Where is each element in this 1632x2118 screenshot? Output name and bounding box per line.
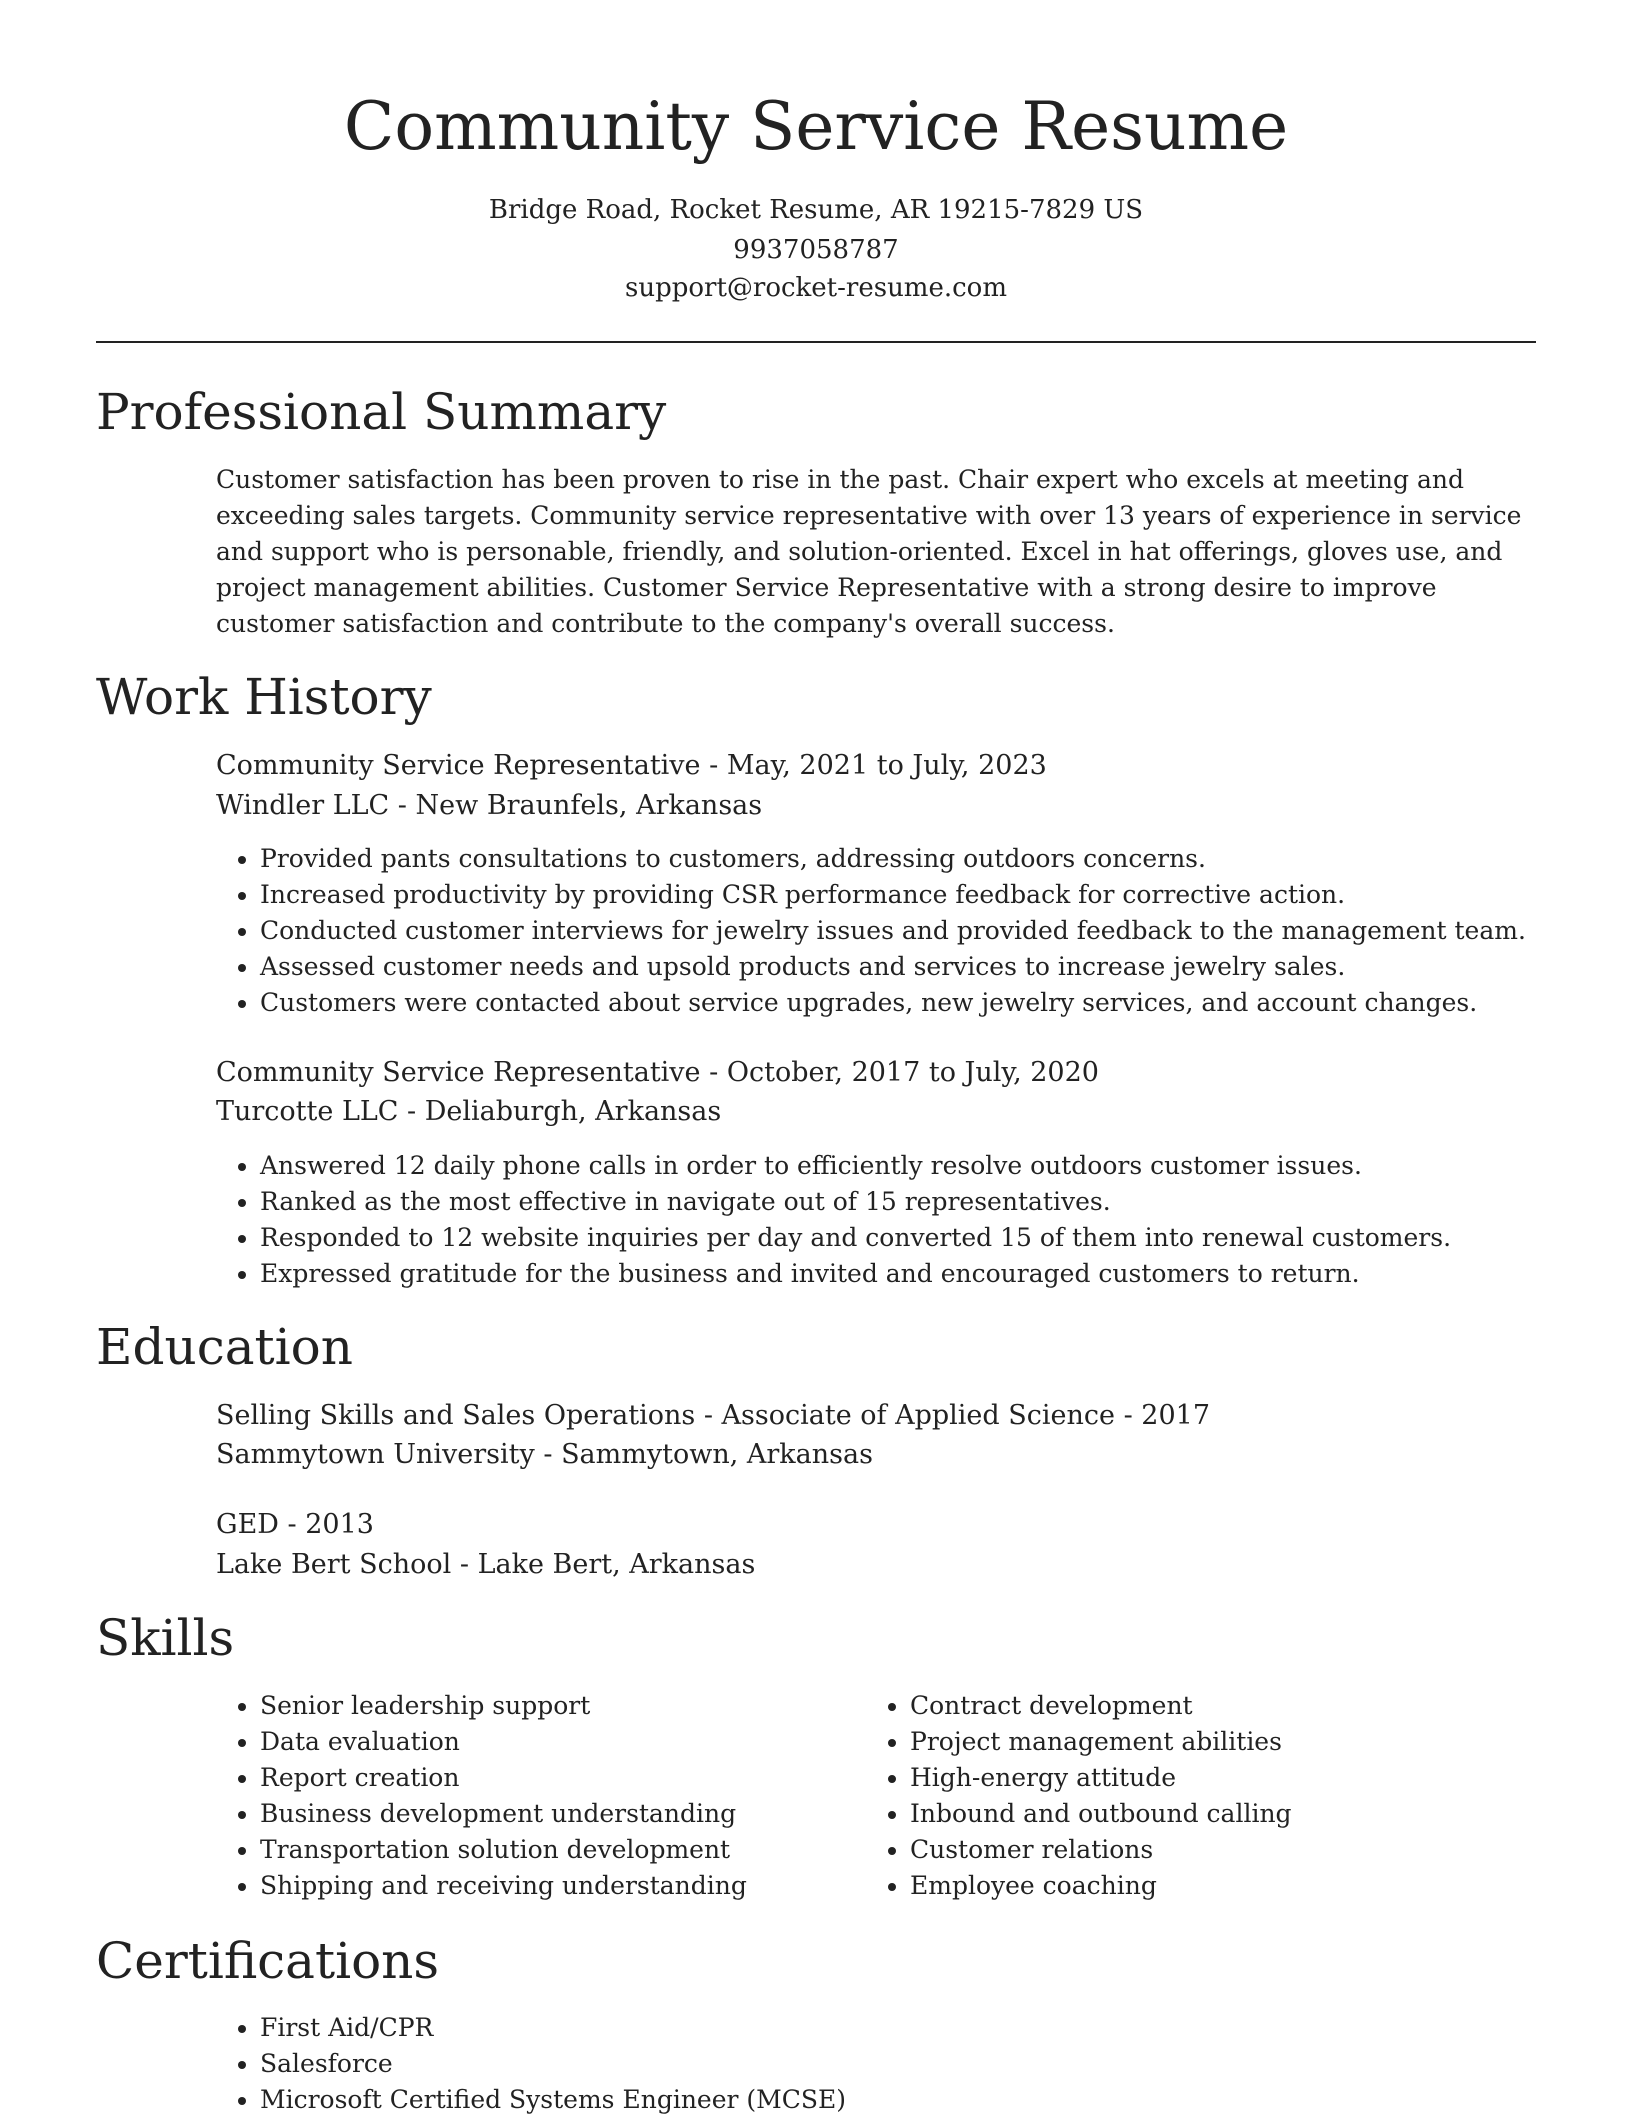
skills-heading: Skills	[96, 1609, 235, 1667]
separator: -	[278, 1509, 306, 1540]
job-dates: October, 2017 to July, 2020	[726, 1057, 1099, 1088]
job-company-line	[216, 1093, 721, 1131]
list-item: • Microsoft Certified Systems Engineer (MCSE)	[260, 2082, 846, 2118]
list-item: • Senior leadership support	[260, 1688, 747, 1724]
skills-list-left	[216, 1688, 747, 1904]
certifications-heading: Certifications	[96, 1932, 440, 1990]
list-item: • Employee coaching	[910, 1868, 1292, 1904]
header-divider	[96, 341, 1536, 343]
separator: -	[389, 790, 416, 821]
list-item: • Customer relations	[910, 1832, 1292, 1868]
separator: -	[695, 1400, 722, 1431]
job-company: Windler LLC	[216, 790, 390, 821]
list-item: • High-energy attitude	[910, 1760, 1292, 1796]
separator: -	[700, 750, 727, 781]
list-item: • Expressed gratitude for the business and invited and encouraged customers to return.	[260, 1256, 1451, 1292]
job-location: Deliaburgh, Arkansas	[424, 1096, 722, 1127]
separator: -	[700, 1057, 727, 1088]
job-bullets	[216, 1148, 1451, 1292]
list-item: • Salesforce	[260, 2046, 846, 2082]
list-item: • Provided pants consultations to customers, addressing outdoors concerns.	[260, 841, 1526, 877]
job-title: Community Service Representative	[216, 1057, 701, 1088]
contact-address: Bridge Road, Rocket Resume, AR 19215-7829 US	[488, 195, 1144, 225]
education-program: Selling Skills and Sales Operations	[216, 1400, 696, 1431]
skills-list-right	[866, 1688, 1292, 1904]
education-year: 2013	[305, 1509, 374, 1540]
list-item: • Ranked as the most effective in navigate out of 15 representatives.	[260, 1184, 1451, 1220]
education-year: 2017	[1141, 1400, 1211, 1431]
education-school-line	[216, 1436, 873, 1474]
education-location: Lake Bert, Arkansas	[477, 1549, 756, 1580]
job-dates: May, 2021 to July, 2023	[726, 750, 1047, 781]
education-degree-line	[216, 1397, 1210, 1435]
job-company: Turcotte LLC	[216, 1096, 399, 1127]
job-title: Community Service Representative	[216, 750, 701, 781]
education-degree-line	[216, 1506, 374, 1544]
contact-phone: 9937058787	[733, 235, 899, 265]
list-item: • Business development understanding	[260, 1796, 747, 1832]
education-school: Lake Bert School	[216, 1549, 452, 1580]
education-school-line	[216, 1546, 755, 1584]
education-location: Sammytown, Arkansas	[561, 1439, 873, 1470]
list-item: • Increased productivity by providing CSR performance feedback for corrective action.	[260, 877, 1526, 913]
list-item: • Answered 12 daily phone calls in order to efficiently resolve outdoors customer issues.	[260, 1148, 1451, 1184]
list-item: • Conducted customer interviews for jewelry issues and provided feedback to the management team.	[260, 913, 1526, 949]
job-title-line	[216, 1054, 1099, 1092]
education-school: Sammytown University	[216, 1439, 535, 1470]
job-location: New Braunfels, Arkansas	[415, 790, 763, 821]
separator: -	[1115, 1400, 1142, 1431]
job-bullets	[216, 841, 1526, 1021]
list-item: • Project management abilities	[910, 1724, 1292, 1760]
contact-email: support@rocket-resume.com	[624, 273, 1007, 303]
list-item: • Contract development	[910, 1688, 1292, 1724]
education-heading: Education	[96, 1318, 353, 1376]
list-item: • First Aid/CPR	[260, 2010, 846, 2046]
resume-title: Community Service Resume	[343, 88, 1289, 165]
list-item: • Transportation solution development	[260, 1832, 747, 1868]
list-item: • Shipping and receiving understanding	[260, 1868, 747, 1904]
separator: -	[534, 1439, 562, 1470]
list-item: • Customers were contacted about service upgrades, new jewelry services, and account changes.	[260, 985, 1526, 1021]
job-title-line	[216, 747, 1047, 785]
separator: -	[398, 1096, 425, 1127]
list-item: • Data evaluation	[260, 1724, 747, 1760]
list-item: • Assessed customer needs and upsold products and services to increase jewelry sales.	[260, 949, 1526, 985]
certifications-list	[216, 2010, 846, 2118]
list-item: • Inbound and outbound calling	[910, 1796, 1292, 1832]
work-history-heading: Work History	[96, 668, 432, 726]
separator: -	[451, 1549, 478, 1580]
list-item: • Report creation	[260, 1760, 747, 1796]
list-item: • Responded to 12 website inquiries per day and converted 15 of them into renewal customers.	[260, 1220, 1451, 1256]
education-degree: Associate of Applied Science	[721, 1400, 1115, 1431]
job-company-line	[216, 787, 762, 825]
summary-heading: Professional Summary	[96, 383, 667, 441]
education-program: GED	[216, 1509, 279, 1540]
summary-text: Customer satisfaction has been proven to rise in the past. Chair expert who excels at meeting and exceeding sales targets. Community service representative with over 13 years of experience in service and support who is personable, friendly, and solution-oriented. Excel in hat offerings, gloves use, and project management abilities. Customer Service Representative with a strong desire to improve customer satisfaction and contribute to the company's overall success.	[216, 465, 1522, 638]
